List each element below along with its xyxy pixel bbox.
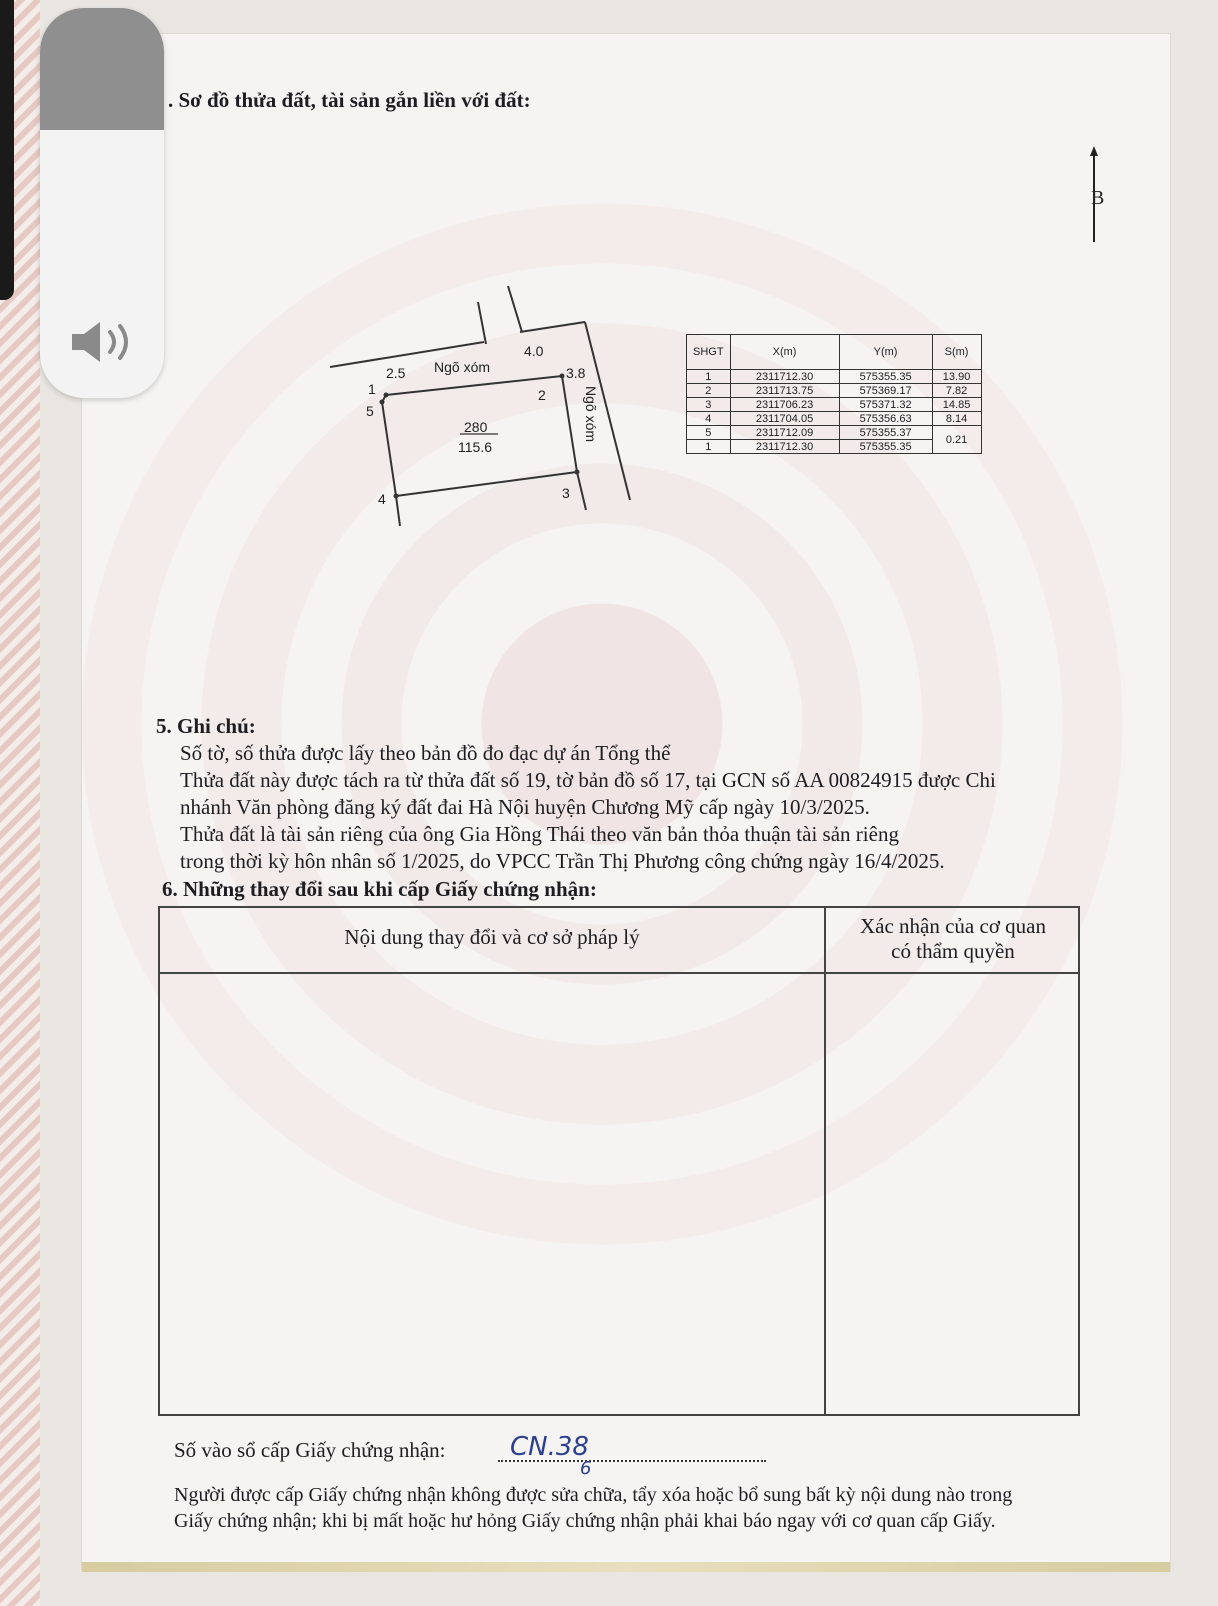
vertex-3-point — [575, 470, 580, 475]
x-value: 2311713.75 — [730, 384, 839, 398]
length-value: 13.90 — [932, 370, 981, 384]
y-value: 575371.32 — [839, 398, 932, 412]
length-value: 14.85 — [932, 398, 981, 412]
changes-table — [158, 906, 1080, 1416]
note-line: Số tờ, số thửa được lấy theo bản đồ đo đạc dự án Tổng thể — [180, 741, 671, 765]
road-label-top: Ngõ xóm — [434, 359, 491, 375]
parcel-area: 115.6 — [458, 439, 492, 455]
table-row — [687, 370, 982, 384]
x-value: 2311712.09 — [730, 426, 839, 440]
point-id: 3 — [687, 398, 731, 412]
parcel-diagram — [330, 282, 650, 542]
vertex-2-point — [560, 374, 565, 379]
table-row — [687, 426, 982, 440]
col-header-y: Y(m) — [839, 335, 932, 370]
note-line: trong thời kỳ hôn nhân số 1/2025, do VPCC Trần Thị Phương công chứng ngày 16/4/2025. — [180, 849, 945, 873]
registry-label: Số vào sổ cấp Giấy chứng nhận: — [174, 1438, 446, 1462]
vertex-1-label: 1 — [368, 381, 376, 397]
x-value: 2311712.30 — [730, 440, 839, 454]
parcel-edge-1-2 — [386, 376, 562, 395]
edge-label-top-left: 2.5 — [386, 365, 406, 381]
y-value: 575355.37 — [839, 426, 932, 440]
point-id: 1 — [687, 440, 731, 454]
note-line: nhánh Văn phòng đăng ký đất đai Hà Nội huyện Chương Mỹ cấp ngày 10/3/2025. — [180, 795, 870, 819]
registry-handwritten-sub: 6 — [580, 1458, 592, 1479]
y-value: 575355.35 — [839, 440, 932, 454]
note-line: Thửa đất này được tách ra từ thửa đất số 19, tờ bản đồ số 17, tại GCN số AA 00824915 được Chi — [180, 768, 996, 792]
point-id: 1 — [687, 370, 731, 384]
coordinates-table — [686, 334, 982, 454]
vertex-2-label: 2 — [538, 387, 546, 403]
length-value: 7.82 — [932, 384, 981, 398]
left-dark-edge — [0, 0, 14, 300]
changes-col-content-header: Nội dung thay đổi và cơ sở pháp lý — [344, 925, 640, 949]
table-row — [687, 398, 982, 412]
speaker-icon — [68, 318, 138, 366]
vertex-5-point — [380, 400, 385, 405]
parcel-edge-3-4 — [396, 472, 577, 496]
section-5-title: 5. Ghi chú: — [156, 714, 256, 738]
road-upper-right-stub — [508, 286, 522, 332]
vertex-4-label: 4 — [378, 491, 386, 507]
page-bottom-edge — [82, 1562, 1170, 1572]
section-6-title: 6. Những thay đổi sau khi cấp Giấy chứng nhận: — [162, 877, 597, 901]
x-value: 2311712.30 — [730, 370, 839, 384]
vertex-5-label: 5 — [366, 403, 374, 419]
road-label-right: Ngõ xóm — [583, 386, 599, 443]
vertex-3-label: 3 — [562, 485, 570, 501]
edge-label-top-right: 4.0 — [524, 343, 544, 359]
point-id: 2 — [687, 384, 731, 398]
confirm-header-line2: có thẩm quyền — [891, 939, 1015, 963]
y-value: 575356.63 — [839, 412, 932, 426]
registry-handwritten-number: CN.38 — [510, 1432, 589, 1462]
parcel-number: 280 — [464, 419, 488, 435]
y-value: 575369.17 — [839, 384, 932, 398]
col-header-shgt: SHGT — [687, 335, 731, 370]
warning-line: Người được cấp Giấy chứng nhận không được sửa chữa, tẩy xóa hoặc bổ sung bất kỳ nội dung nào trong — [174, 1484, 1013, 1506]
x-value: 2311704.05 — [730, 412, 839, 426]
point-id: 5 — [687, 426, 731, 440]
col-header-x: X(m) — [730, 335, 839, 370]
vertex-1-point — [384, 393, 389, 398]
parcel-edge-2-3 — [562, 376, 577, 472]
edge-label-right-top: 3.8 — [566, 365, 586, 381]
parcel-edge-4-5 — [382, 402, 396, 496]
table-row — [687, 412, 982, 426]
table-row — [687, 384, 982, 398]
y-value: 575355.35 — [839, 370, 932, 384]
vertex-4-point — [394, 494, 399, 499]
point-id: 4 — [687, 412, 731, 426]
neighbor-edge — [396, 496, 400, 526]
note-line: Thửa đất là tài sản riêng của ông Gia Hồng Thái theo văn bản thỏa thuận tài sản riêng — [180, 822, 899, 846]
confirm-header-line1: Xác nhận của cơ quan — [859, 914, 1047, 938]
road-top-right-line — [520, 322, 585, 332]
warning-line: Giấy chứng nhận; khi bị mất hoặc hư hỏng Giấy chứng nhận phải khai báo ngay với cơ quan cấp Giấy. — [174, 1510, 996, 1532]
length-value: 0.21 — [932, 426, 981, 454]
volume-overlay-level — [40, 8, 164, 130]
x-value: 2311706.23 — [730, 398, 839, 412]
changes-col-confirm-header — [826, 914, 1080, 964]
road-upper-left-stub — [478, 302, 486, 344]
col-header-s: S(m) — [932, 335, 981, 370]
neighbor-edge-2 — [577, 472, 586, 510]
north-arrow-icon — [1090, 146, 1110, 246]
section-4-title: . Sơ đồ thửa đất, tài sản gắn liền với đất: — [168, 88, 531, 112]
north-label: B — [1091, 187, 1105, 209]
changes-table-divider — [824, 908, 826, 1414]
length-value: 8.14 — [932, 412, 981, 426]
